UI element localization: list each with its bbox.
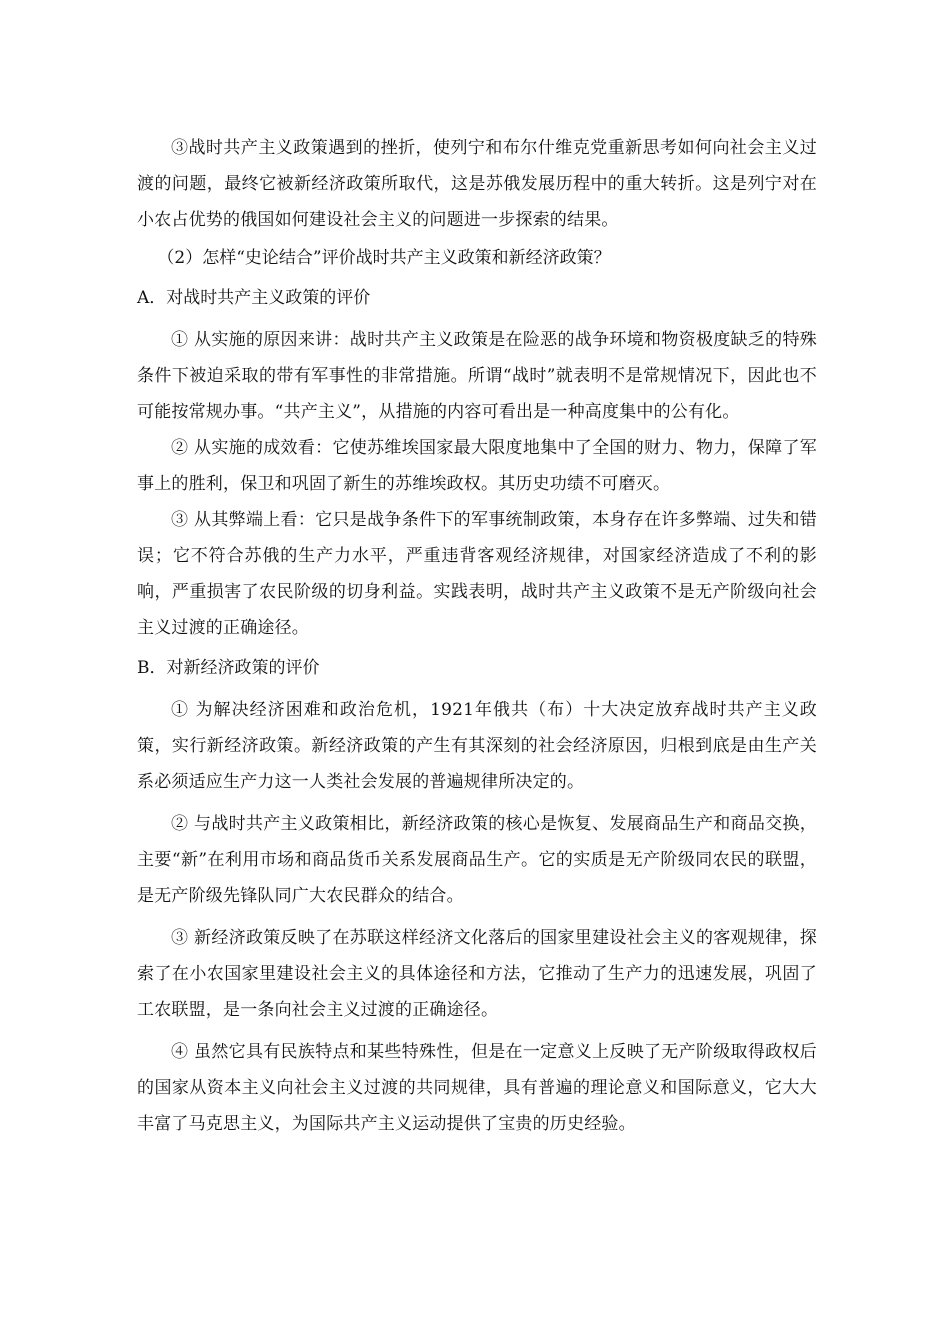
paragraph-b4-universal: ④ 虽然它具有民族特点和某些特殊性，但是在一定意义上反映了无产阶级取得政权后的国家从资本主义向社会主义过渡的共同规律，具有普遍的理论意义和国际意义，它大大丰富了马克思主义，为国际共产主义运动提供了宝贵的历史经验。	[137, 1042, 817, 1134]
section-heading-a: A．对战时共产主义政策的评价	[137, 288, 371, 308]
section-heading-b: B．对新经济政策的评价	[137, 658, 320, 678]
paragraph-a2-effects: ② 从实施的成效看：它使苏维埃国家最大限度地集中了全国的财力、物力，保障了军事上的胜利，保卫和巩固了新生的苏维埃政权。其历史功绩不可磨灭。	[137, 438, 817, 494]
paragraph-a1-causes: ① 从实施的原因来讲：战时共产主义政策是在险恶的战争环境和物资极度缺乏的特殊条件下被迫采取的带有军事性的非常措施。所谓“战时”就表明不是常规情况下，因此也不可能按常规办事。“共产主义”，从措施的内容可看出是一种高度集中的公有化。	[137, 330, 817, 422]
paragraph-b1-origin: ① 为解决经济困难和政治危机，1921年俄共（布）十大决定放弃战时共产主义政策，实行新经济政策。新经济政策的产生有其深刻的社会经济原因，归根到底是由生产关系必须适应生产力这一人类社会发展的普遍规律所决定的。	[137, 700, 817, 792]
document-body	[137, 130, 817, 1142]
paragraph-b3-significance: ③ 新经济政策反映了在苏联这样经济文化落后的国家里建设社会主义的客观规律，探索了在小农国家里建设社会主义的具体途径和方法，它推动了生产力的迅速发展，巩固了工农联盟，是一条向社会主义过渡的正确途径。	[137, 928, 817, 1020]
paragraph-b2-core: ② 与战时共产主义政策相比，新经济政策的核心是恢复、发展商品生产和商品交换，主要“新”在利用市场和商品货币关系发展商品生产。它的实质是无产阶级同农民的联盟，是无产阶级先锋队同广大农民群众的结合。	[137, 814, 817, 906]
paragraph-transition-setback: ③战时共产主义政策遇到的挫折，使列宁和布尔什维克党重新思考如何向社会主义过渡的问题，最终它被新经济政策所取代，这是苏俄发展历程中的重大转折。这是列宁对在小农占优势的俄国如何建设社会主义的问题进一步探索的结果。	[137, 138, 817, 230]
question-2: （2）怎样“史论结合”评价战时共产主义政策和新经济政策？	[157, 248, 611, 268]
paragraph-a3-drawbacks: ③ 从其弊端上看：它只是战争条件下的军事统制政策，本身存在许多弊端、过失和错误；它不符合苏俄的生产力水平，严重违背客观经济规律，对国家经济造成了不利的影响，严重损害了农民阶级的切身利益。实践表明，战时共产主义政策不是无产阶级向社会主义过渡的正确途径。	[137, 510, 817, 638]
